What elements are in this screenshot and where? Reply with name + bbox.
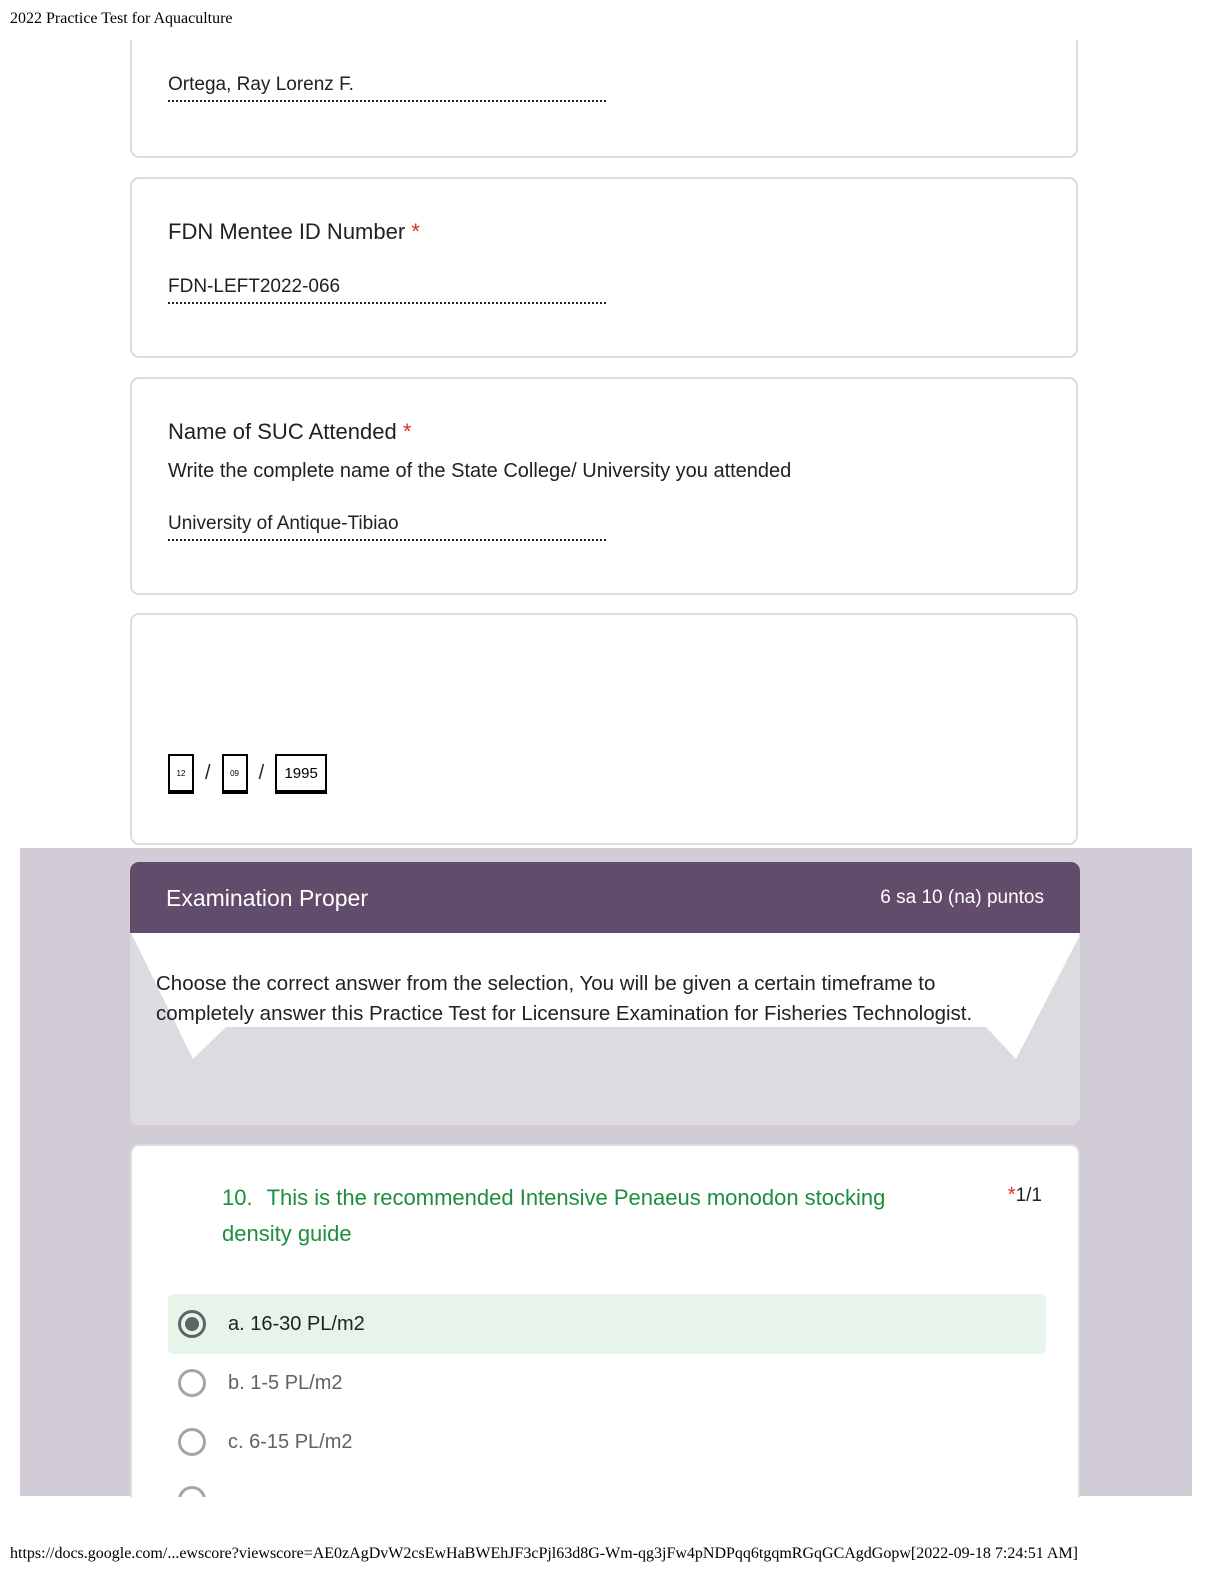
question-text xyxy=(222,1180,952,1252)
option-label: a. 16-30 PL/m2 xyxy=(228,1312,365,1335)
suc-question-description: Write the complete name of the State College/ University you attended xyxy=(168,460,792,482)
option-b[interactable] xyxy=(168,1353,1046,1413)
name-question-card xyxy=(130,40,1078,158)
option-label: c. 6-15 PL/m2 xyxy=(228,1430,353,1453)
section-title: Examination Proper xyxy=(166,884,368,911)
name-answer: Ortega, Ray Lorenz F. xyxy=(168,74,606,102)
required-mark: * xyxy=(1007,1184,1016,1206)
birthdate-question-card xyxy=(130,613,1078,845)
section-body-decoration xyxy=(131,933,1080,1125)
radio-unchecked-icon[interactable] xyxy=(178,1369,206,1397)
id-answer: FDN-LEFT2022-066 xyxy=(168,276,606,304)
suc-question-title-text: Name of SUC Attended xyxy=(168,419,397,444)
suc-question-title xyxy=(168,419,411,445)
id-question-title-text: FDN Mentee ID Number xyxy=(168,219,406,244)
question-text-body: This is the recommended Intensive Penaeus monodon stocking density guide xyxy=(222,1185,886,1246)
date-separator: / xyxy=(258,761,265,784)
radio-unchecked-icon[interactable] xyxy=(178,1428,206,1456)
suc-answer: University of Antique-Tibiao xyxy=(168,513,606,541)
section-points: 6 sa 10 (na) puntos xyxy=(880,887,1044,908)
id-question-title xyxy=(168,219,420,245)
year-field[interactable]: 1995 xyxy=(275,754,327,792)
print-footer: https://docs.google.com/...ewscore?viewscore=AE0zAgDvW2csEwHaBWEhJF3cPjl63d8G-Wm-qg3jFw4pNDPqq6tgqmRGqGCAgdGopw[2022-09-18 7:24:51 AM] xyxy=(10,1545,1079,1562)
question-score xyxy=(1008,1184,1042,1207)
required-mark: * xyxy=(402,419,412,444)
question-number: 10. xyxy=(222,1185,253,1210)
date-separator: / xyxy=(205,761,211,784)
question-card xyxy=(130,1144,1080,1504)
option-c[interactable] xyxy=(168,1412,1046,1472)
required-mark: * xyxy=(411,219,420,244)
print-header: 2022 Practice Test for Aquaculture xyxy=(10,10,233,27)
month-field[interactable]: 12 xyxy=(168,754,194,792)
page-cutoff xyxy=(0,1497,1224,1537)
suc-question-card xyxy=(130,377,1078,595)
score-value: 1/1 xyxy=(1015,1185,1042,1206)
day-field[interactable]: 09 xyxy=(222,754,248,792)
section-description: Choose the correct answer from the selection, You will be given a certain timeframe to completely answer this Practice Test for Licensure Examination for Fisheries Technologist. xyxy=(156,972,973,1025)
option-label: b. 1-5 PL/m2 xyxy=(228,1371,343,1394)
option-a[interactable] xyxy=(168,1294,1046,1354)
id-question-card xyxy=(130,177,1078,358)
radio-checked-icon[interactable] xyxy=(178,1310,206,1338)
date-input-row xyxy=(168,754,327,792)
section-header xyxy=(130,862,1080,934)
section-description-card xyxy=(130,933,1080,1125)
